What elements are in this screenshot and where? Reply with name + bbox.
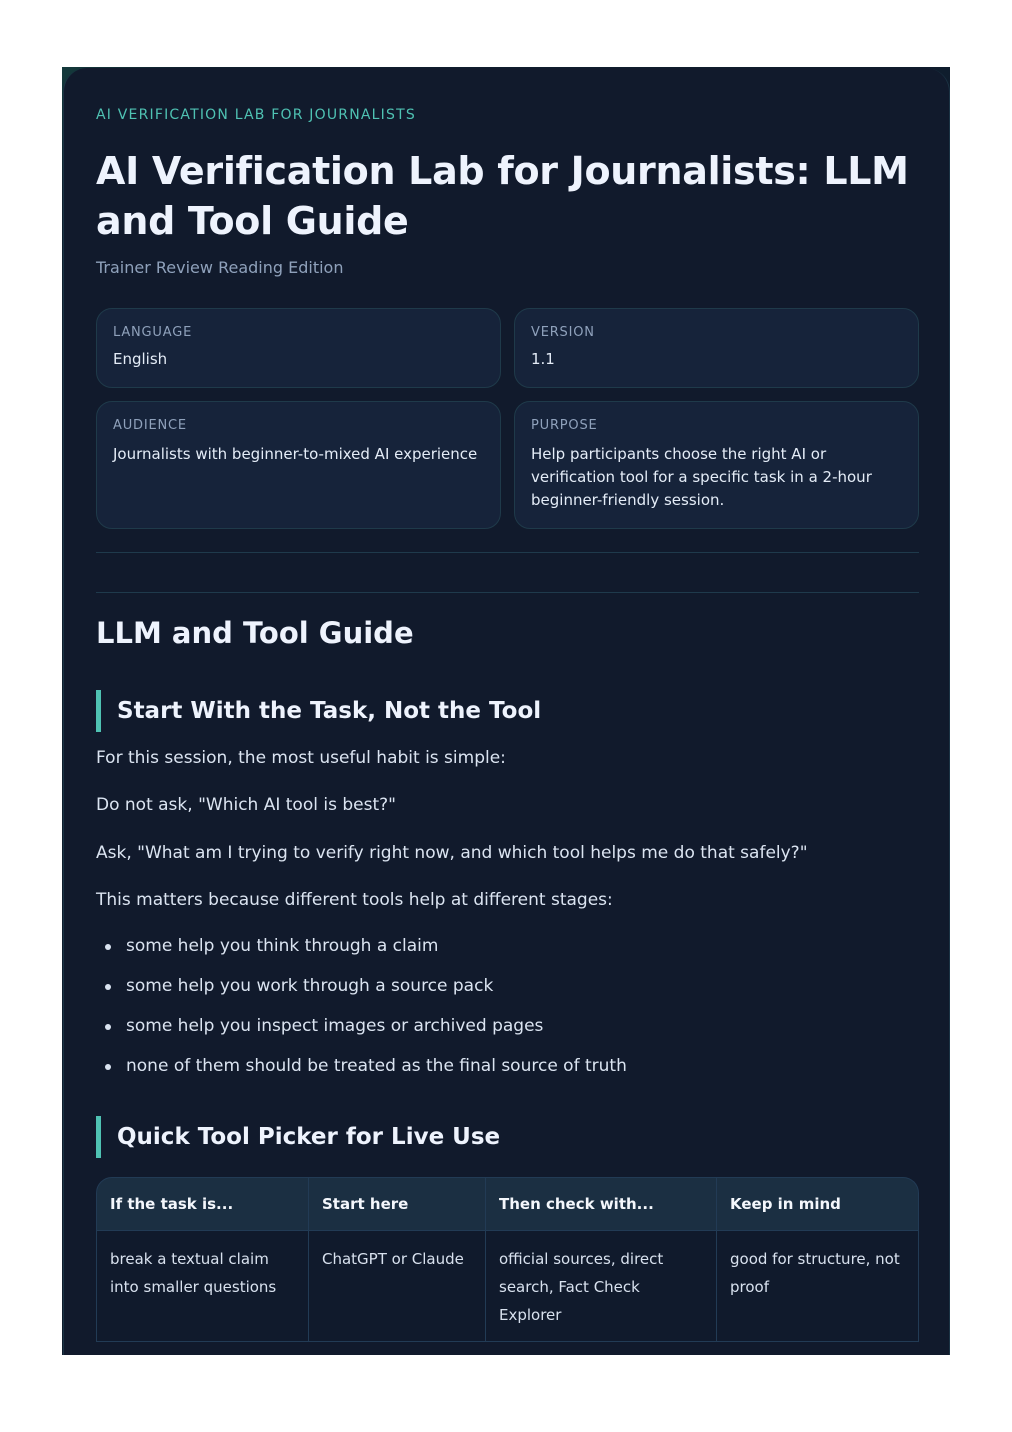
meta-value: Help participants choose the right AI or verification tool for a specific task in a 2-hour beginner-friendly session. <box>531 445 872 509</box>
column-header: If the task is... <box>96 1177 309 1231</box>
list-item: some help you inspect images or archived pages <box>96 1014 627 1054</box>
paragraph: For this session, the most useful habit is simple: <box>96 748 506 768</box>
page-frame <box>62 67 950 1355</box>
meta-value: 1.1 <box>531 350 555 368</box>
subsection-heading: Start With the Task, Not the Tool <box>96 690 541 732</box>
table-cell: good for structure, not proof <box>717 1231 919 1342</box>
page-subtitle: Trainer Review Reading Edition <box>96 258 344 277</box>
meta-value: English <box>113 350 168 368</box>
column-header: Then check with... <box>486 1177 717 1231</box>
table-cell: ChatGPT or Claude <box>309 1231 486 1342</box>
meta-label: PURPOSE <box>531 418 598 433</box>
divider <box>96 552 919 553</box>
eyebrow-label: AI VERIFICATION LAB FOR JOURNALISTS <box>96 107 416 123</box>
list-item: some help you think through a claim <box>96 934 627 974</box>
meta-card-version <box>514 308 919 388</box>
table-header-row <box>96 1177 919 1231</box>
table-cell: break a textual claim into smaller questions <box>96 1231 309 1342</box>
paragraph: This matters because different tools help at different stages: <box>96 890 613 910</box>
table-cell: official sources, direct search, Fact Check Explorer <box>486 1231 717 1342</box>
column-header: Keep in mind <box>717 1177 919 1231</box>
paragraph: Ask, "What am I trying to verify right now, and which tool helps me do that safely?" <box>96 843 808 863</box>
tool-picker-table <box>96 1177 919 1342</box>
list-item: none of them should be treated as the final source of truth <box>96 1054 627 1094</box>
meta-label: LANGUAGE <box>113 325 193 340</box>
section-title: LLM and Tool Guide <box>96 616 414 650</box>
meta-card-language <box>96 308 501 388</box>
paragraph: Do not ask, "Which AI tool is best?" <box>96 795 396 815</box>
list-item: some help you work through a source pack <box>96 974 627 1014</box>
divider <box>96 592 919 593</box>
meta-card-purpose <box>514 401 919 529</box>
table-row <box>96 1231 919 1342</box>
meta-label: VERSION <box>531 325 595 340</box>
bullet-list <box>96 934 627 1094</box>
document-page <box>63 68 950 1355</box>
meta-label: AUDIENCE <box>113 418 187 433</box>
meta-card-audience <box>96 401 501 529</box>
subsection-heading: Quick Tool Picker for Live Use <box>96 1116 500 1158</box>
meta-value: Journalists with beginner-to-mixed AI experience <box>113 445 478 463</box>
column-header: Start here <box>309 1177 486 1231</box>
page-title: AI Verification Lab for Journalists: LLM and Tool Guide <box>96 149 909 243</box>
